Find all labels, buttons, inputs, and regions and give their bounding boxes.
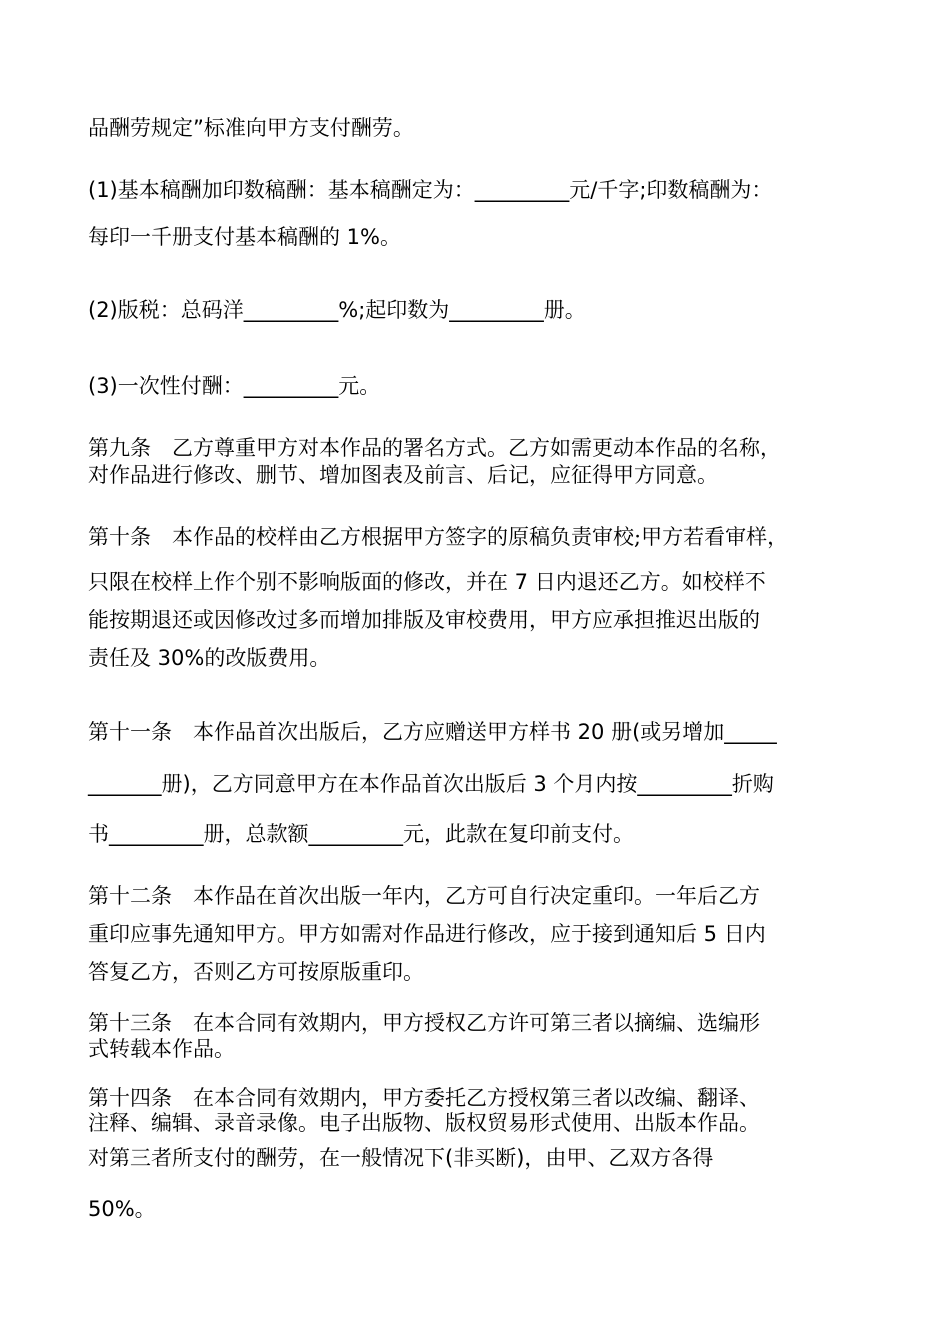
text-line: 书_________册，总款额_________元，此款在复印前支付。 xyxy=(88,822,634,846)
text-line: _______册)，乙方同意甲方在本作品首次出版后 3 个月内按_________折购 xyxy=(88,772,774,796)
text-line: 第九条 乙方尊重甲方对本作品的署名方式。乙方如需更动本作品的名称， xyxy=(88,436,781,460)
text-line: 第十条 本作品的校样由乙方根据甲方签字的原稿负责审校;甲方若看审样， xyxy=(88,525,789,549)
text-line: (2)版税：总码洋_________%;起印数为_________册。 xyxy=(88,298,586,322)
text-line: 第十四条 在本合同有效期内，甲方委托乙方授权第三者以改编、翻译、 xyxy=(88,1086,760,1110)
text-line: 第十一条 本作品首次出版后，乙方应赠送甲方样书 20 册(或另增加_____ xyxy=(88,720,777,744)
text-line: 品酬劳规定”标准向甲方支付酬劳。 xyxy=(88,116,414,140)
text-line: 第十二条 本作品在首次出版一年内，乙方可自行决定重印。一年后乙方 xyxy=(88,884,760,908)
text-line: 式转载本作品。 xyxy=(88,1037,235,1061)
text-line: 50%。 xyxy=(88,1197,156,1221)
text-line: (3)一次性付酬：_________元。 xyxy=(88,374,381,398)
text-line: 重印应事先通知甲方。甲方如需对作品进行修改，应于接到通知后 5 日内 xyxy=(88,922,766,946)
text-line: 每印一千册支付基本稿酬的 1%。 xyxy=(88,225,401,249)
text-line: (1)基本稿酬加印数稿酬：基本稿酬定为：_________元/千字;印数稿酬为： xyxy=(88,178,773,202)
text-line: 注释、编辑、录音录像。电子出版物、版权贸易形式使用、出版本作品。 xyxy=(88,1111,760,1135)
text-line: 责任及 30%的改版费用。 xyxy=(88,646,331,670)
text-line: 能按期退还或因修改过多而增加排版及审校费用，甲方应承担推迟出版的 xyxy=(88,608,760,632)
text-line: 对第三者所支付的酬劳，在一般情况下(非买断)，由甲、乙双方各得 xyxy=(88,1146,714,1170)
text-line: 第十三条 在本合同有效期内，甲方授权乙方许可第三者以摘编、选编形 xyxy=(88,1011,760,1035)
text-line: 只限在校样上作个别不影响版面的修改，并在 7 日内退还乙方。如校样不 xyxy=(88,570,766,594)
text-line: 对作品进行修改、删节、增加图表及前言、后记，应征得甲方同意。 xyxy=(88,463,718,487)
text-line: 答复乙方，否则乙方可按原版重印。 xyxy=(88,960,424,984)
